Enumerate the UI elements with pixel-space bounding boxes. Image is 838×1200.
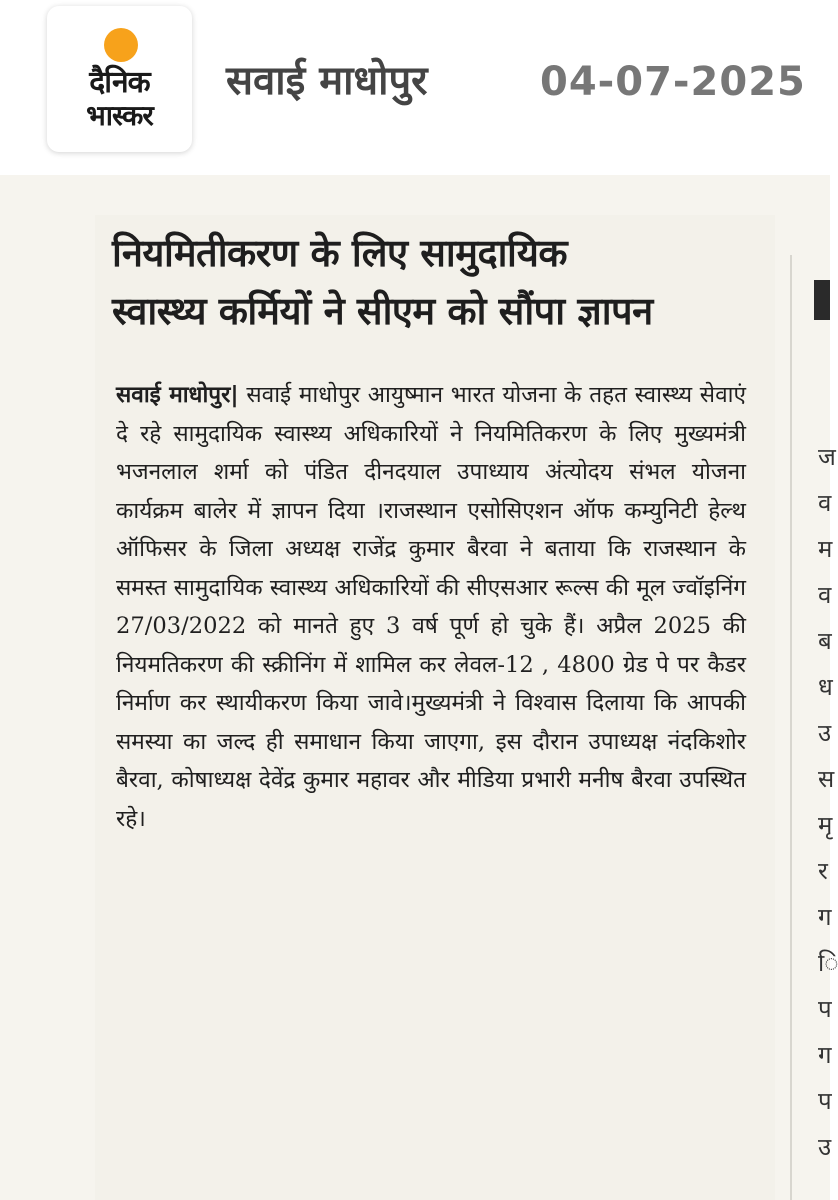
headline-line2: स्वास्थ्य कर्मियों ने सीएम को सौंपा ज्ञापन (112, 289, 653, 333)
adjacent-text-glyph: मृ (818, 811, 833, 839)
app-header (0, 0, 830, 175)
adjacent-text-glyph: व (818, 489, 832, 517)
dateline: सवाई माधोपुर| (116, 382, 239, 408)
column-divider (790, 255, 792, 1200)
adjacent-text-glyph: स (818, 765, 835, 793)
adjacent-text-glyph: ब (818, 627, 832, 655)
headline-line1: नियमितीकरण के लिए सामुदायिक (112, 231, 568, 275)
adjacent-text-glyph: ध (818, 673, 833, 701)
adjacent-text-glyph: र (818, 857, 828, 885)
adjacent-headline-fragment (814, 280, 830, 320)
logo-text-line1: दैनिक (89, 65, 150, 100)
adjacent-text-glyph: ि (818, 949, 838, 977)
adjacent-column-fragment (800, 240, 838, 1200)
adjacent-text-glyph: प (818, 1087, 832, 1115)
dainik-bhaskar-logo[interactable] (47, 6, 192, 152)
adjacent-text-glyph: उ (818, 719, 832, 747)
adjacent-text-glyph: व (818, 581, 832, 609)
article-headline (112, 224, 752, 340)
adjacent-text-glyph: ग (818, 1041, 832, 1069)
logo-text-line2: भास्कर (86, 99, 153, 132)
adjacent-text-glyph: ग (818, 903, 832, 931)
adjacent-text-glyph: ज (818, 443, 836, 471)
edition-date: 04-07-2025 (540, 59, 806, 105)
adjacent-text-glyph: उ (818, 1133, 832, 1161)
edition-city: सवाई माधोपुर (226, 58, 428, 104)
article-body (116, 376, 746, 838)
adjacent-text-glyph: म (818, 535, 833, 563)
sun-icon (104, 28, 138, 62)
article-body-text: सवाई माधोपुर आयुष्मान भारत योजना के तहत स्वास्थ्य सेवाएं दे रहे सामुदायिक स्वास्थ्य अधिकारियों ने नियमितिकरण के लिए मुख्यमंत्री भजनलाल शर्मा को पंडित दीनदयाल उपाध्याय अंत्योदय संभल योजना कार्यक्रम बालेर में ज्ञापन दिया ।राजस्थान एसोसिएशन ऑफ कम्युनिटी हेल्थ ऑफिसर के जिला अध्यक्ष राजेंद्र कुमार बैरवा ने बताया कि राजस्थान के समस्त सामुदायिक स्वास्थ्य अधिकारियों की सीएसआर रूल्स की मूल ज्वॉइनिंग 27/03/2022 को मानते हुए 3 वर्ष पूर्ण हो चुके हैं। अप्रैल 2025 की नियमतिकरण की स्क्रीनिंग में शामिल कर लेवल-12 , 4800 ग्रेड पे पर कैडर निर्माण कर स्थायीकरण किया जावे।मुख्यमंत्री ने विश्वास दिलाया कि आपकी समस्या का जल्द ही समाधान किया जाएगा, इस दौरान उपाध्यक्ष नंदकिशोर बैरवा, कोषाध्यक्ष देवेंद्र कुमार महावर और मीडिया प्रभारी मनीष बैरवा उपस्थित रहे। (116, 382, 746, 832)
adjacent-text-glyph: प (818, 995, 832, 1023)
